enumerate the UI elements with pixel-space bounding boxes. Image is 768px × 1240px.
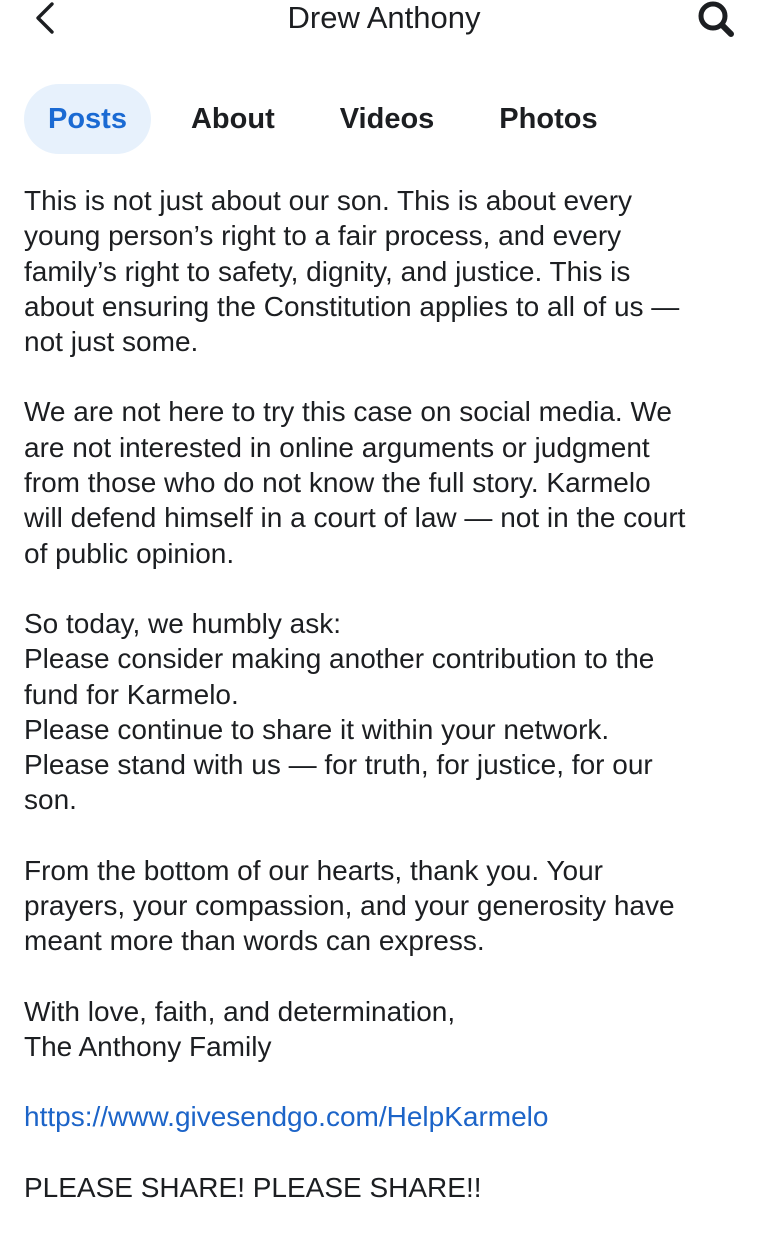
post-closing (24, 1170, 748, 1205)
top-bar (0, 0, 768, 44)
post-paragraph (24, 853, 748, 959)
post-text (24, 183, 748, 1240)
profile-tabs (24, 84, 622, 154)
tab-photos[interactable]: Photos (499, 103, 598, 135)
post-line: Please continue to share it within your network. (24, 713, 610, 745)
post-line: From the bottom of our hearts, thank you. Your (24, 854, 603, 886)
post-line: not just some. (24, 326, 199, 358)
post-line: will defend himself in a court of law — not in the court (24, 502, 686, 534)
post-paragraph (24, 183, 748, 359)
tab-about[interactable]: About (190, 103, 275, 135)
post-line: Please stand with us — for truth, for justice, for our (24, 749, 653, 781)
post-paragraph (24, 394, 748, 570)
tab-videos[interactable]: Videos (339, 103, 435, 135)
post-line: are not interested in online arguments or judgment (24, 431, 650, 463)
post-line: from those who do not know the full story. Karmelo (24, 467, 651, 499)
post-line: The Anthony Family (24, 1030, 272, 1062)
post-line: about ensuring the Constitution applies to all of us — (24, 290, 680, 322)
post-line: family’s right to safety, dignity, and justice. This is (24, 255, 631, 287)
post-line: meant more than words can express. (24, 925, 485, 957)
post-line: So today, we humbly ask: (24, 607, 341, 639)
post-line: fund for Karmelo. (24, 678, 239, 710)
post-line: prayers, your compassion, and your generosity have (24, 890, 675, 922)
search-button[interactable] (694, 0, 738, 40)
post-line: of public opinion. (24, 537, 235, 569)
post-line: son. (24, 784, 77, 816)
post-line: We are not here to try this case on social media. We (24, 396, 672, 428)
post-signature (24, 994, 748, 1065)
page-title: Drew Anthony (287, 0, 481, 35)
post-line: This is not just about our son. This is about every (24, 185, 633, 216)
search-icon (694, 0, 738, 40)
post-line: With love, faith, and determination, (24, 995, 456, 1027)
tab-posts[interactable]: Posts (24, 84, 151, 154)
post-link-paragraph (24, 1099, 748, 1134)
post-line: young person’s right to a fair process, and every (24, 220, 622, 252)
post-line: Please consider making another contribution to the (24, 643, 655, 675)
fundraiser-link[interactable]: https://www.givesendgo.com/HelpKarmelo (24, 1101, 549, 1133)
post-line: PLEASE SHARE! PLEASE SHARE!! (24, 1171, 482, 1203)
post-paragraph (24, 606, 748, 818)
